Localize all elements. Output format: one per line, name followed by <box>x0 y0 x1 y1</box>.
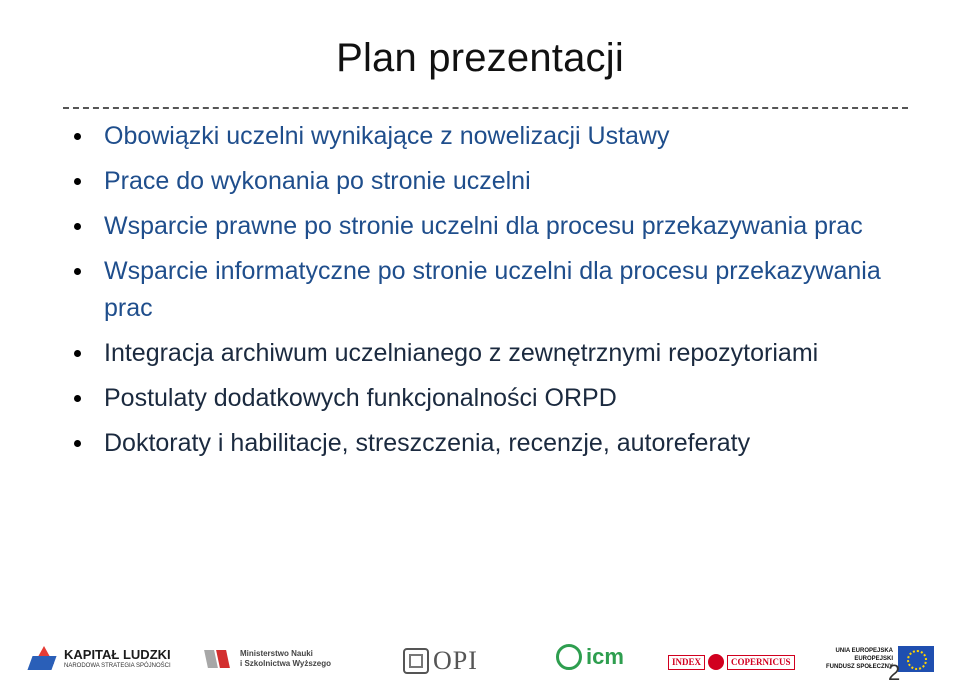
agenda-item-text: Postulaty dodatkowych funkcjonalności ORPD <box>104 384 617 412</box>
bullet-icon <box>74 395 81 402</box>
icm-ring-icon <box>556 644 582 670</box>
agenda-list <box>74 118 914 470</box>
eu-flag-icon <box>898 646 934 672</box>
bullet-icon <box>74 133 81 140</box>
ministerstwo-line2: i Szkolnictwa Wyższego <box>240 659 331 668</box>
agenda-item <box>74 253 914 327</box>
agenda-item <box>74 208 914 245</box>
bullet-icon <box>74 350 81 357</box>
index-copernicus-logo <box>668 654 795 670</box>
star-icon <box>30 644 58 674</box>
agenda-item <box>74 380 914 417</box>
agenda-item-text: Wsparcie prawne po stronie uczelni dla procesu przekazywania prac <box>104 212 863 240</box>
kapital-ludzki-sub: NARODOWA STRATEGIA SPÓJNOŚCI <box>64 663 171 669</box>
agenda-item <box>74 163 914 200</box>
bullet-icon <box>74 440 81 447</box>
index-label: INDEX <box>668 655 705 670</box>
copernicus-circle-icon <box>708 654 724 670</box>
opi-logo <box>403 646 478 676</box>
agenda-item <box>74 118 914 155</box>
eu-line1: UNIA EUROPEJSKA <box>835 648 894 654</box>
opi-seal-icon <box>403 648 429 674</box>
agenda-item <box>74 335 914 372</box>
bullet-icon <box>74 223 81 230</box>
eu-line3: FUNDUSZ SPOŁECZNY <box>826 664 894 670</box>
icm-name: icm <box>586 644 624 669</box>
agenda-item <box>74 425 914 462</box>
agenda-item-text: Doktoraty i habilitacje, streszczenia, recenzje, autoreferaty <box>104 429 751 457</box>
page-number: 2 <box>888 660 901 683</box>
agenda-item-text: Obowiązki uczelni wynikające z nowelizacji Ustawy <box>104 122 670 150</box>
agenda-item-text: Integracja archiwum uczelnianego z zewnętrznymi repozytoriami <box>104 339 819 367</box>
ministerstwo-mark-icon <box>206 648 234 670</box>
slide-title: Plan prezentacji <box>336 36 624 80</box>
ministerstwo-line1: Ministerstwo Nauki <box>240 649 313 658</box>
bullet-icon <box>74 178 81 185</box>
icm-logo <box>556 644 624 670</box>
kapital-ludzki-logo <box>30 644 171 674</box>
logo-footer <box>0 640 960 683</box>
title-divider <box>63 107 908 109</box>
opi-name: OPI <box>433 646 478 675</box>
eu-line2: EUROPEJSKI <box>854 656 894 662</box>
ministerstwo-logo <box>206 648 331 670</box>
bullet-icon <box>74 268 81 275</box>
agenda-item-text: Wsparcie informatyczne po stronie uczelni dla procesu przekazywania prac <box>104 257 881 322</box>
eu-logo <box>826 646 934 672</box>
copernicus-label: COPERNICUS <box>727 655 795 670</box>
kapital-ludzki-name: KAPITAŁ LUDZKI <box>64 647 171 662</box>
agenda-item-text: Prace do wykonania po stronie uczelni <box>104 167 531 195</box>
